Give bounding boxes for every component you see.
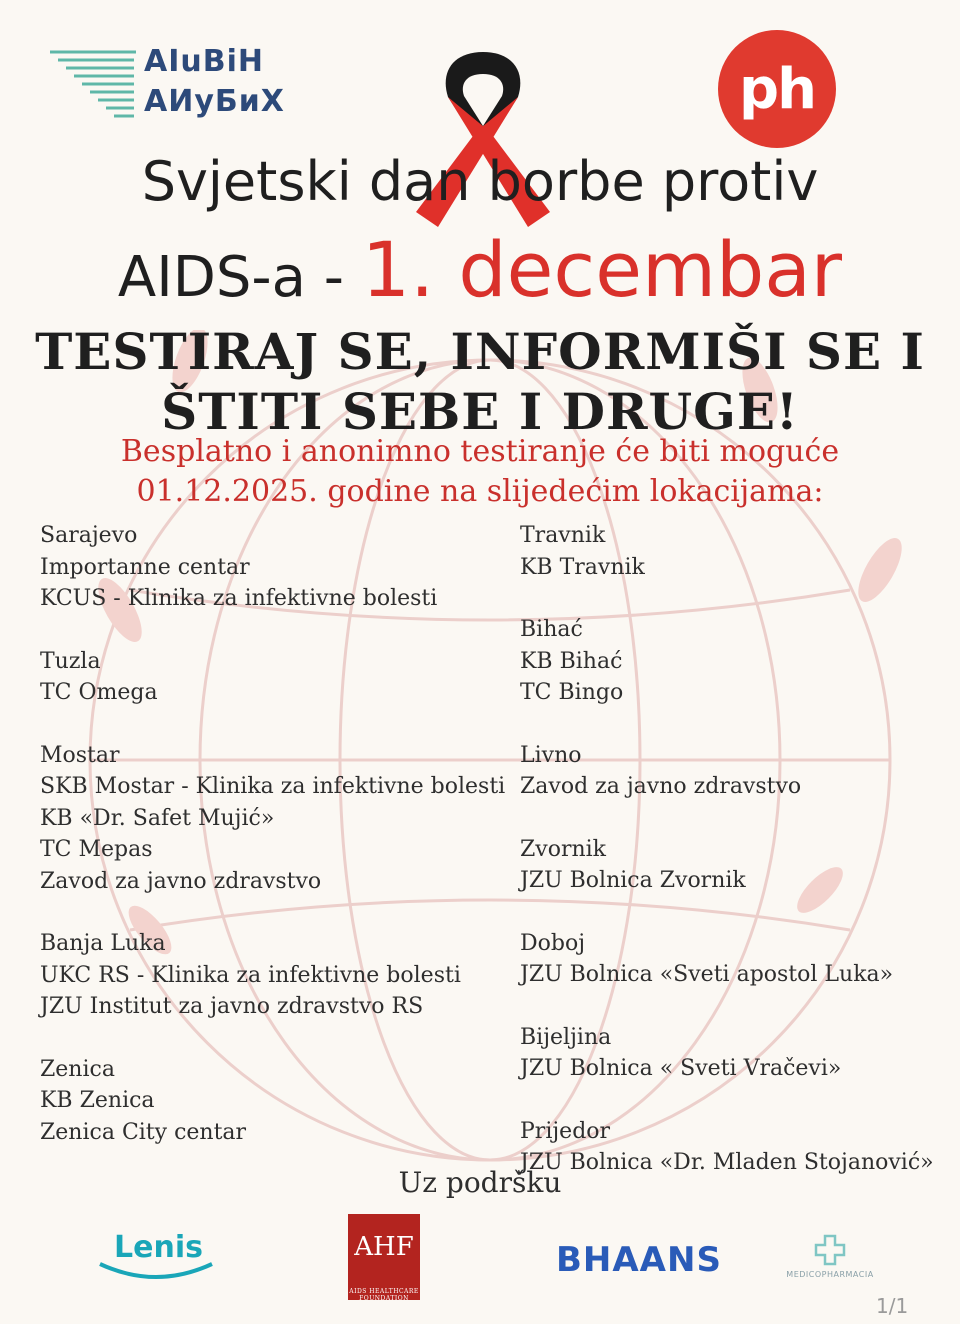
lenis-logo bbox=[96, 1228, 216, 1288]
aiubih-logo bbox=[48, 44, 308, 134]
city-name: Travnik bbox=[520, 523, 606, 548]
medicopharmacia-logo-text: MEDICOPHARMACIA bbox=[786, 1270, 874, 1279]
lenis-logo-text: Lenis bbox=[114, 1230, 203, 1265]
slogan-line-2: ŠTITI SEBE I DRUGE! bbox=[161, 382, 799, 441]
location-group bbox=[520, 520, 940, 583]
location-name: JZU Institut za javno zdravstvo RS bbox=[40, 994, 424, 1019]
location-name: JZU Bolnica «Dr. Mladen Stojanović» bbox=[520, 1150, 934, 1175]
subtitle-line-1: Besplatno i anonimno testiranje će biti moguće bbox=[120, 434, 840, 469]
location-name: KB Travnik bbox=[520, 554, 645, 580]
location-name: SKB Mostar - Klinika za infektivne bolesti bbox=[40, 774, 506, 799]
locations-left-column bbox=[40, 520, 510, 1179]
location-group bbox=[40, 1054, 510, 1149]
city-name: Bijeljina bbox=[520, 1024, 612, 1050]
location-name: KB Zenica bbox=[40, 1088, 155, 1113]
title-date: 1. decembar bbox=[361, 225, 843, 314]
location-name: KB Bihać bbox=[520, 648, 623, 674]
location-group bbox=[40, 928, 510, 1023]
title-aids-prefix: AIDS-a - bbox=[117, 245, 362, 310]
page-title-date-line bbox=[0, 225, 960, 314]
subtitle bbox=[0, 432, 960, 512]
location-name: UKC RS - Klinika za infektivne bolesti bbox=[40, 962, 461, 988]
location-name: Zavod za javno zdravstvo bbox=[40, 868, 322, 894]
ph-logo: ph bbox=[718, 30, 836, 148]
city-name: Zenica bbox=[40, 1056, 115, 1082]
city-name: Livno bbox=[520, 742, 582, 768]
aiubih-logo-mark-icon bbox=[48, 44, 138, 126]
ahf-logo bbox=[348, 1214, 420, 1300]
city-name: Doboj bbox=[520, 930, 586, 956]
location-name: TC Omega bbox=[40, 680, 158, 705]
location-group bbox=[520, 740, 940, 803]
lenis-swoosh-icon bbox=[96, 1228, 216, 1288]
location-name: JZU Bolnica Zvornik bbox=[520, 868, 746, 893]
city-name: Mostar bbox=[40, 742, 120, 768]
support-label: Uz podršku bbox=[398, 1166, 562, 1199]
locations-right-column bbox=[520, 520, 940, 1210]
location-name: JZU Bolnica «Sveti apostol Luka» bbox=[520, 962, 894, 987]
location-group bbox=[40, 740, 510, 898]
location-group bbox=[520, 834, 940, 897]
location-name: KB «Dr. Safet Mujić» bbox=[40, 805, 275, 831]
location-group bbox=[40, 520, 510, 615]
location-name: KCUS - Klinika za infektivne bolesti bbox=[40, 586, 438, 611]
location-group bbox=[520, 614, 940, 709]
bhaans-logo: BHAANS bbox=[556, 1240, 722, 1280]
location-name: Zenica City centar bbox=[40, 1119, 247, 1145]
city-name: Bihać bbox=[520, 617, 583, 642]
location-group bbox=[520, 1022, 940, 1085]
location-group bbox=[40, 646, 510, 709]
medicopharmacia-logo bbox=[770, 1232, 890, 1292]
page-title: Svjetski dan borbe protiv bbox=[141, 150, 819, 213]
city-name: Zvornik bbox=[520, 836, 607, 862]
city-name: Sarajevo bbox=[40, 523, 138, 548]
location-name: Zavod za javno zdravstvo bbox=[520, 774, 802, 799]
location-group bbox=[520, 928, 940, 991]
aiubih-logo-latin: AIuBiH bbox=[144, 44, 264, 79]
city-name: Prijedor bbox=[520, 1118, 611, 1144]
location-name: TC Mepas bbox=[40, 837, 153, 862]
slogan bbox=[0, 322, 960, 442]
ahf-logo-text: AHF bbox=[354, 1232, 414, 1262]
city-name: Tuzla bbox=[40, 648, 101, 674]
page-indicator: 1/1 bbox=[876, 1294, 909, 1318]
location-name: JZU Bolnica « Sveti Vračevi» bbox=[520, 1056, 842, 1081]
medical-cross-icon bbox=[814, 1234, 846, 1266]
city-name: Banja Luka bbox=[40, 931, 166, 956]
location-name: Importanne centar bbox=[40, 554, 250, 580]
aiubih-logo-cyrillic: АИуБиХ bbox=[144, 84, 285, 119]
subtitle-line-2: 01.12.2025. godine na slijedećim lokacijama: bbox=[136, 474, 824, 509]
ahf-logo-subtext: AIDS HEALTHCARE FOUNDATION bbox=[349, 1288, 419, 1302]
slogan-line-1: TESTIRAJ SE, INFORMIŠI SE I bbox=[35, 322, 925, 381]
location-name: TC Bingo bbox=[520, 680, 624, 705]
